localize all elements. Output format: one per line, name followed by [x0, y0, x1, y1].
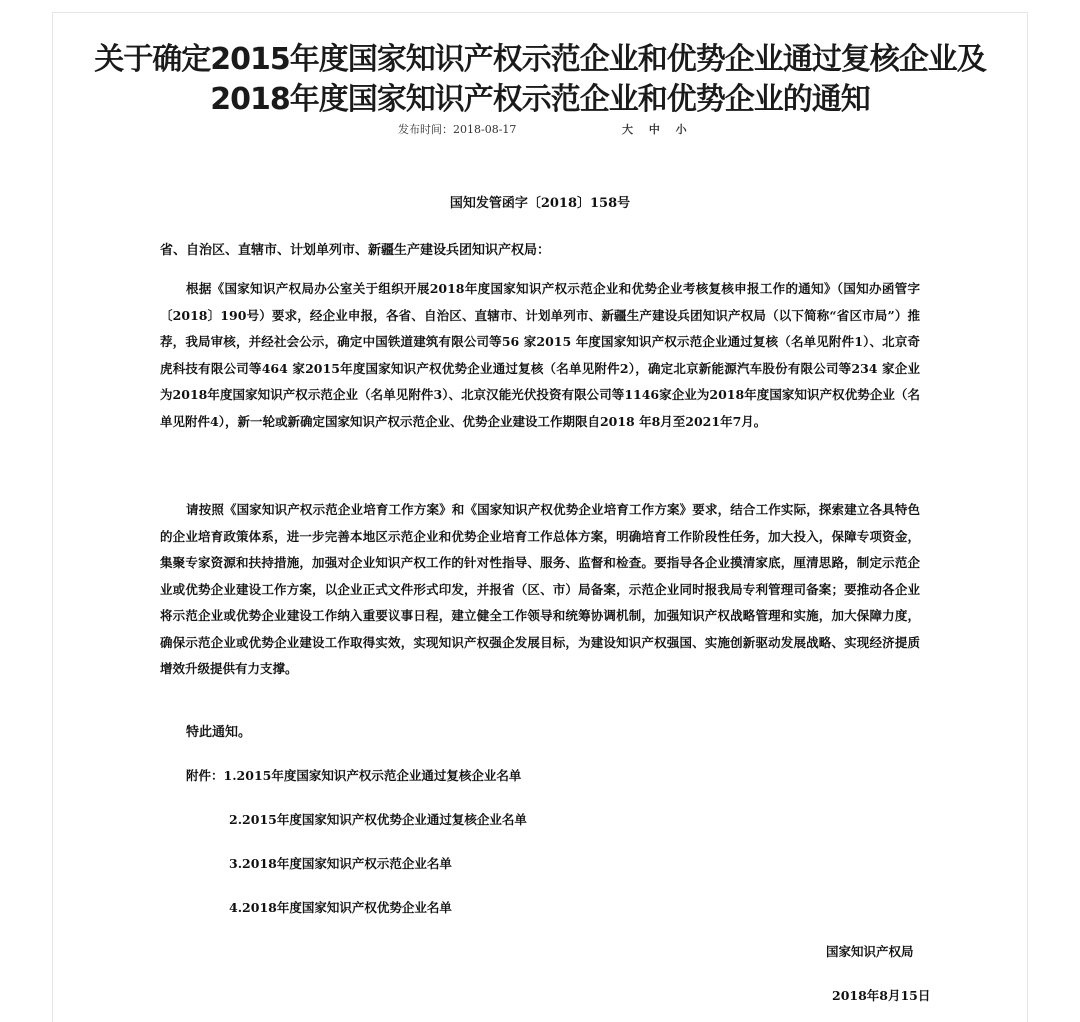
- publish-time: 发布时间：2018-08-17: [398, 123, 517, 136]
- body-paragraph-1: 根据《国家知识产权局办公室关于组织开展2018年度国家知识产权示范企业和优势企业考核复核申报工作的通知》（国知办函管字〔2018〕190号）要求，经企业申报，各省、自治区、直辖市、计划单列市、新疆生产建设兵团知识产权局（以下简称“省区市局”）推荐，我局审核，并经社会公示，确定中国铁道建筑有限公司等56 家2015 年度国家知识产权示范企业通过复核（名单见附件1）、北京奇虎科技有限公司等464 家2015年度国家知识产权优势企业通过复核（名单见附件2），确定北京新能源汽车股份有限公司等234 家企业为2018年度国家知识产权示范企业（名单见附件3）、北京汉能光伏投资有限公司等1146家企业为2018年度国家知识产权优势企业（名单见附件4），新一轮或新确定国家知识产权示范企业、优势企业建设工作期限自2018 年8月至2021年7月。: [160, 281, 920, 429]
- attachment-item-3: 3.2018年度国家知识产权示范企业名单: [229, 856, 452, 871]
- page-title-line1: 关于确定2015年度国家知识产权示范企业和优势企业通过复核企业及: [94, 42, 986, 77]
- font-size-switcher[interactable]: 大 中 小: [622, 123, 693, 136]
- body-paragraph-2: 请按照《国家知识产权示范企业培育工作方案》和《国家知识产权优势企业培育工作方案》要求，结合工作实际，探索建立各具特色的企业培育政策体系，进一步完善本地区示范企业和优势企业培育工作总体方案，明确培育工作阶段性任务，加大投入，保障专项资金，集聚专家资源和扶持措施，加强对企业知识产权工作的针对性指导、服务、监督和检查。要指导各企业摸清家底，厘清思路，制定示范企业或优势企业建设工作方案，以企业正式文件形式印发，并报省（区、市）局备案，示范企业同时报我局专利管理司备案；要推动各企业将示范企业或优势企业建设工作纳入重要议事日程，建立健全工作领导和统筹协调机制，加强知识产权战略管理和实施，加大保障力度，确保示范企业或优势企业建设工作取得实效，实现知识产权强企发展目标，为建设知识产权强国、实施创新驱动发展战略、实现经济提质增效升级提供有力支撑。: [160, 502, 920, 676]
- document-number: 国知发管函字〔2018〕158号: [449, 196, 631, 211]
- signer: 国家知识产权局: [826, 944, 914, 959]
- page-title-line2: 2018年度国家知识产权示范企业和优势企业的通知: [210, 82, 870, 117]
- special-notice: 特此通知。: [186, 725, 252, 740]
- addressee: 省、自治区、直辖市、计划单列市、新疆生产建设兵团知识产权局：: [160, 243, 551, 258]
- attachment-item-1: 附件：1.2015年度国家知识产权示范企业通过复核企业名单: [186, 768, 522, 783]
- attachment-item-4: 4.2018年度国家知识产权优势企业名单: [229, 900, 452, 915]
- attachment-item-2: 2.2015年度国家知识产权优势企业通过复核企业名单: [229, 812, 527, 827]
- signature-date: 2018年8月15日: [832, 988, 931, 1003]
